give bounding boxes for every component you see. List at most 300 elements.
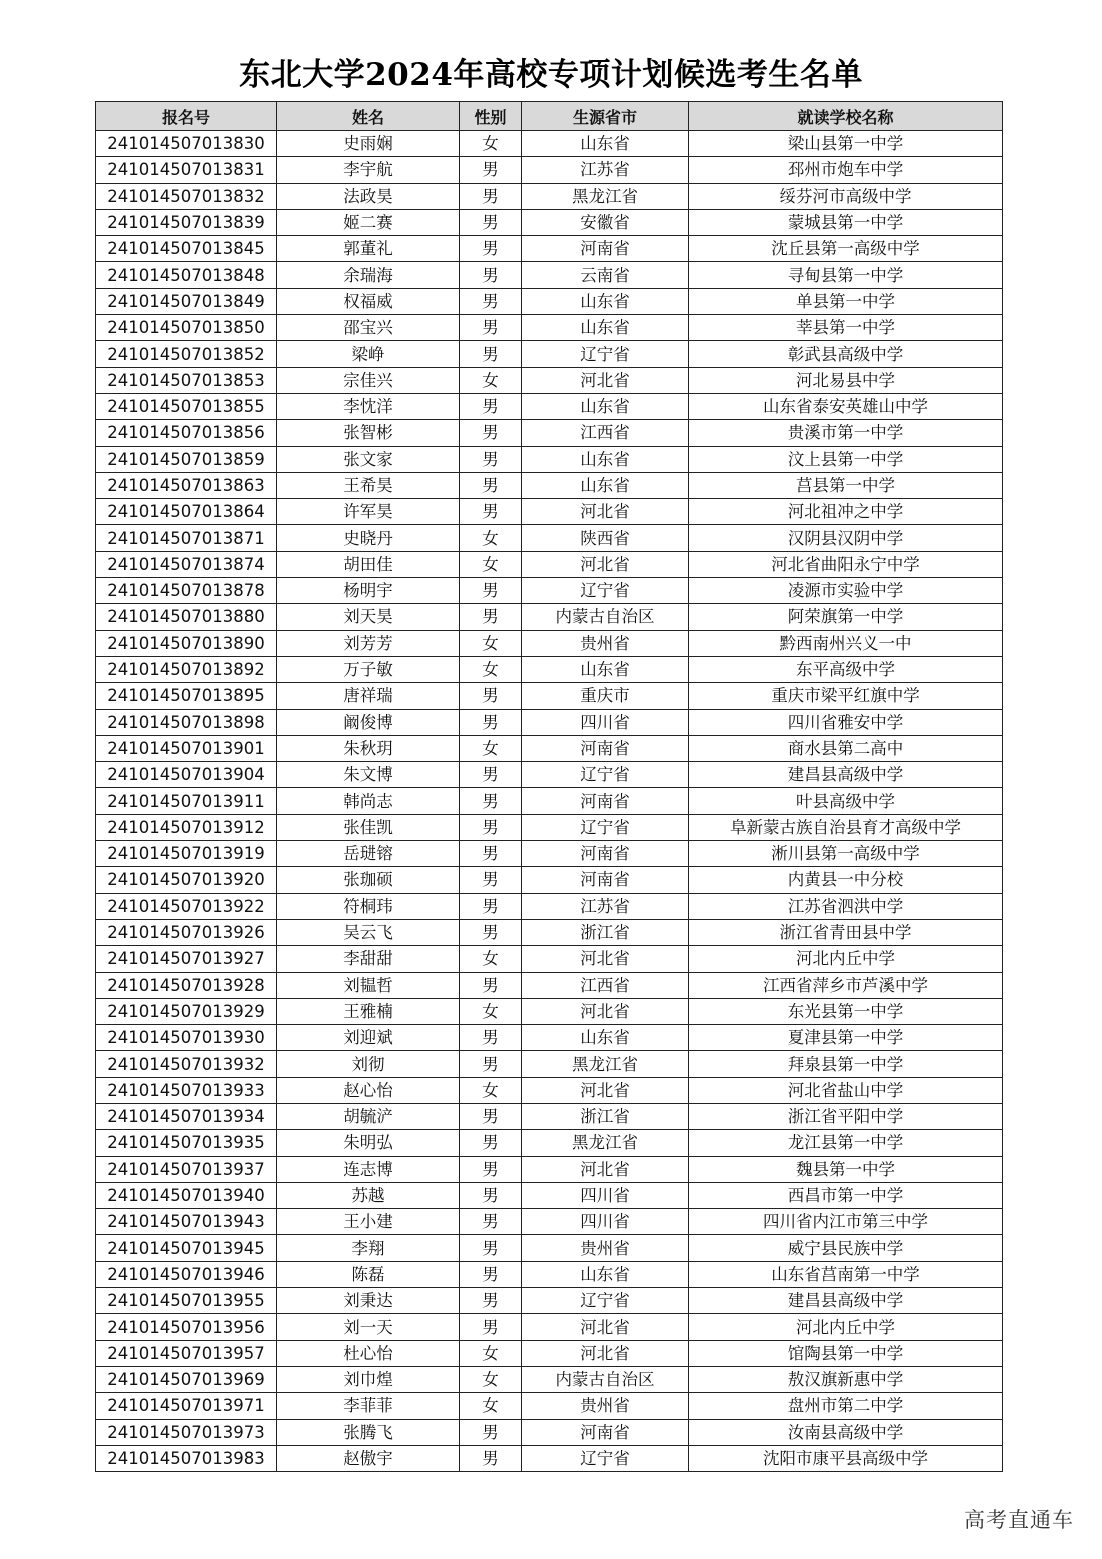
table-row: [96, 867, 1003, 893]
cell-registration-number: 241014507013932: [96, 1051, 277, 1077]
cell-school: 汉阴县汉阴中学: [689, 525, 1003, 551]
cell-school: 河北祖冲之中学: [689, 499, 1003, 525]
cell-gender: 男: [460, 709, 522, 735]
cell-school: 夏津县第一中学: [689, 1025, 1003, 1051]
cell-registration-number: 241014507013864: [96, 499, 277, 525]
cell-registration-number: 241014507013845: [96, 236, 277, 262]
table-row: [96, 157, 1003, 183]
cell-province: 河北省: [522, 998, 689, 1024]
table-row: [96, 683, 1003, 709]
table-row: [96, 972, 1003, 998]
cell-school: 河北省曲阳永宁中学: [689, 551, 1003, 577]
cell-registration-number: 241014507013850: [96, 315, 277, 341]
cell-name: 权福威: [277, 288, 460, 314]
cell-name: 刘一天: [277, 1314, 460, 1340]
cell-gender: 女: [460, 131, 522, 157]
cell-gender: 男: [460, 393, 522, 419]
cell-province: 山东省: [522, 446, 689, 472]
cell-registration-number: 241014507013898: [96, 709, 277, 735]
cell-registration-number: 241014507013940: [96, 1182, 277, 1208]
table-row: [96, 762, 1003, 788]
header-province: 生源省市: [522, 102, 689, 131]
cell-gender: 男: [460, 1051, 522, 1077]
cell-name: 赵心怡: [277, 1077, 460, 1103]
cell-registration-number: 241014507013853: [96, 367, 277, 393]
cell-school: 龙江县第一中学: [689, 1130, 1003, 1156]
cell-province: 山东省: [522, 288, 689, 314]
cell-province: 河北省: [522, 367, 689, 393]
cell-province: 河北省: [522, 1340, 689, 1366]
table-row: [96, 578, 1003, 604]
watermark: 高考直通车: [964, 1508, 1074, 1532]
table-row: [96, 919, 1003, 945]
table-row: [96, 1025, 1003, 1051]
cell-province: 辽宁省: [522, 578, 689, 604]
cell-registration-number: 241014507013929: [96, 998, 277, 1024]
cell-school: 威宁县民族中学: [689, 1235, 1003, 1261]
cell-gender: 女: [460, 367, 522, 393]
cell-school: 东光县第一中学: [689, 998, 1003, 1024]
cell-gender: 男: [460, 919, 522, 945]
cell-gender: 男: [460, 209, 522, 235]
cell-name: 朱秋玥: [277, 735, 460, 761]
cell-registration-number: 241014507013983: [96, 1445, 277, 1471]
table-row: [96, 841, 1003, 867]
cell-name: 刘芳芳: [277, 630, 460, 656]
cell-registration-number: 241014507013943: [96, 1209, 277, 1235]
cell-registration-number: 241014507013901: [96, 735, 277, 761]
table-row: [96, 551, 1003, 577]
table-row: [96, 1130, 1003, 1156]
cell-gender: 男: [460, 1156, 522, 1182]
cell-school: 商水县第二高中: [689, 735, 1003, 761]
cell-gender: 男: [460, 157, 522, 183]
cell-name: 王雅楠: [277, 998, 460, 1024]
cell-registration-number: 241014507013880: [96, 604, 277, 630]
table-row: [96, 735, 1003, 761]
cell-gender: 男: [460, 1103, 522, 1129]
cell-name: 陈磊: [277, 1261, 460, 1287]
table-row: [96, 656, 1003, 682]
cell-school: 蒙城县第一中学: [689, 209, 1003, 235]
cell-province: 江西省: [522, 420, 689, 446]
cell-name: 吴云飞: [277, 919, 460, 945]
cell-gender: 男: [460, 315, 522, 341]
cell-school: 阜新蒙古族自治县育才高级中学: [689, 814, 1003, 840]
cell-name: 张佳凯: [277, 814, 460, 840]
cell-registration-number: 241014507013919: [96, 841, 277, 867]
cell-name: 赵傲宇: [277, 1445, 460, 1471]
cell-school: 汝南县高级中学: [689, 1419, 1003, 1445]
cell-province: 黑龙江省: [522, 183, 689, 209]
cell-school: 邳州市炮车中学: [689, 157, 1003, 183]
cell-name: 张腾飞: [277, 1419, 460, 1445]
cell-gender: 男: [460, 788, 522, 814]
cell-registration-number: 241014507013935: [96, 1130, 277, 1156]
cell-gender: 女: [460, 946, 522, 972]
cell-registration-number: 241014507013930: [96, 1025, 277, 1051]
cell-province: 浙江省: [522, 919, 689, 945]
cell-province: 山东省: [522, 1261, 689, 1287]
cell-registration-number: 241014507013856: [96, 420, 277, 446]
cell-name: 刘秉达: [277, 1288, 460, 1314]
cell-name: 法政昊: [277, 183, 460, 209]
cell-registration-number: 241014507013832: [96, 183, 277, 209]
cell-province: 重庆市: [522, 683, 689, 709]
cell-name: 符桐玮: [277, 893, 460, 919]
cell-school: 单县第一中学: [689, 288, 1003, 314]
cell-school: 黔西南州兴义一中: [689, 630, 1003, 656]
cell-school: 东平高级中学: [689, 656, 1003, 682]
cell-gender: 男: [460, 1419, 522, 1445]
cell-name: 朱文博: [277, 762, 460, 788]
cell-school: 梁山县第一中学: [689, 131, 1003, 157]
table-row: [96, 893, 1003, 919]
table-row: [96, 1314, 1003, 1340]
cell-province: 贵州省: [522, 630, 689, 656]
cell-province: 黑龙江省: [522, 1051, 689, 1077]
cell-registration-number: 241014507013892: [96, 656, 277, 682]
cell-gender: 男: [460, 762, 522, 788]
table-row: [96, 209, 1003, 235]
cell-registration-number: 241014507013849: [96, 288, 277, 314]
cell-gender: 男: [460, 1261, 522, 1287]
cell-registration-number: 241014507013855: [96, 393, 277, 419]
cell-school: 叶县高级中学: [689, 788, 1003, 814]
cell-gender: 男: [460, 841, 522, 867]
cell-province: 内蒙古自治区: [522, 604, 689, 630]
cell-province: 河北省: [522, 499, 689, 525]
cell-registration-number: 241014507013971: [96, 1393, 277, 1419]
cell-name: 刘巾煌: [277, 1366, 460, 1392]
cell-gender: 女: [460, 630, 522, 656]
cell-school: 西昌市第一中学: [689, 1182, 1003, 1208]
cell-province: 河南省: [522, 1419, 689, 1445]
cell-gender: 女: [460, 525, 522, 551]
cell-name: 刘彻: [277, 1051, 460, 1077]
table-row: [96, 1445, 1003, 1471]
cell-name: 余瑞海: [277, 262, 460, 288]
header-registration-number: 报名号: [96, 102, 277, 131]
cell-school: 江西省萍乡市芦溪中学: [689, 972, 1003, 998]
table-row: [96, 946, 1003, 972]
cell-province: 四川省: [522, 1209, 689, 1235]
cell-gender: 男: [460, 1182, 522, 1208]
table-row: [96, 236, 1003, 262]
cell-school: 河北省盐山中学: [689, 1077, 1003, 1103]
cell-province: 云南省: [522, 262, 689, 288]
header-gender: 性别: [460, 102, 522, 131]
cell-gender: 男: [460, 867, 522, 893]
cell-gender: 男: [460, 499, 522, 525]
cell-registration-number: 241014507013878: [96, 578, 277, 604]
cell-name: 李宇航: [277, 157, 460, 183]
candidate-table: [95, 101, 1003, 1472]
cell-name: 许军昊: [277, 499, 460, 525]
table-row: [96, 183, 1003, 209]
page-title: 东北大学2024年高校专项计划候选考生名单: [239, 57, 863, 93]
cell-gender: 女: [460, 1366, 522, 1392]
table-row: [96, 1103, 1003, 1129]
cell-name: 杨明宇: [277, 578, 460, 604]
cell-name: 刘迎斌: [277, 1025, 460, 1051]
cell-gender: 男: [460, 893, 522, 919]
cell-province: 辽宁省: [522, 341, 689, 367]
cell-name: 刘韫哲: [277, 972, 460, 998]
cell-registration-number: 241014507013955: [96, 1288, 277, 1314]
cell-name: 胡毓浐: [277, 1103, 460, 1129]
cell-name: 姬二赛: [277, 209, 460, 235]
cell-name: 史雨娴: [277, 131, 460, 157]
cell-province: 山东省: [522, 656, 689, 682]
cell-name: 苏越: [277, 1182, 460, 1208]
cell-school: 敖汉旗新惠中学: [689, 1366, 1003, 1392]
table-row: [96, 1235, 1003, 1261]
cell-school: 四川省内江市第三中学: [689, 1209, 1003, 1235]
table-row: [96, 472, 1003, 498]
cell-name: 张珈硕: [277, 867, 460, 893]
cell-registration-number: 241014507013859: [96, 446, 277, 472]
cell-name: 郭董礼: [277, 236, 460, 262]
cell-school: 汶上县第一中学: [689, 446, 1003, 472]
cell-name: 李翔: [277, 1235, 460, 1261]
cell-province: 河南省: [522, 236, 689, 262]
cell-registration-number: 241014507013937: [96, 1156, 277, 1182]
cell-province: 河南省: [522, 867, 689, 893]
cell-registration-number: 241014507013973: [96, 1419, 277, 1445]
cell-name: 宗佳兴: [277, 367, 460, 393]
cell-province: 陕西省: [522, 525, 689, 551]
cell-name: 连志博: [277, 1156, 460, 1182]
cell-gender: 女: [460, 1340, 522, 1366]
cell-province: 辽宁省: [522, 1288, 689, 1314]
cell-province: 江苏省: [522, 893, 689, 919]
cell-gender: 男: [460, 183, 522, 209]
cell-school: 浙江省平阳中学: [689, 1103, 1003, 1129]
table-row: [96, 393, 1003, 419]
cell-school: 阿荣旗第一中学: [689, 604, 1003, 630]
cell-province: 辽宁省: [522, 762, 689, 788]
cell-gender: 男: [460, 1130, 522, 1156]
cell-registration-number: 241014507013920: [96, 867, 277, 893]
cell-name: 李菲菲: [277, 1393, 460, 1419]
table-row: [96, 1340, 1003, 1366]
cell-province: 山东省: [522, 472, 689, 498]
cell-registration-number: 241014507013934: [96, 1103, 277, 1129]
cell-name: 杜心怡: [277, 1340, 460, 1366]
cell-school: 沈丘县第一高级中学: [689, 236, 1003, 262]
cell-province: 辽宁省: [522, 1445, 689, 1471]
cell-gender: 男: [460, 1209, 522, 1235]
cell-name: 阚俊博: [277, 709, 460, 735]
header-name: 姓名: [277, 102, 460, 131]
cell-name: 李忱洋: [277, 393, 460, 419]
cell-school: 凌源市实验中学: [689, 578, 1003, 604]
table-row: [96, 814, 1003, 840]
cell-province: 河北省: [522, 551, 689, 577]
cell-registration-number: 241014507013830: [96, 131, 277, 157]
cell-gender: 男: [460, 420, 522, 446]
cell-school: 彰武县高级中学: [689, 341, 1003, 367]
table-row: [96, 1077, 1003, 1103]
cell-province: 浙江省: [522, 1103, 689, 1129]
cell-gender: 女: [460, 656, 522, 682]
cell-gender: 男: [460, 262, 522, 288]
table-body: [96, 131, 1003, 1472]
cell-registration-number: 241014507013926: [96, 919, 277, 945]
table-row: [96, 341, 1003, 367]
table-row: [96, 1419, 1003, 1445]
cell-province: 黑龙江省: [522, 1130, 689, 1156]
cell-province: 四川省: [522, 1182, 689, 1208]
cell-gender: 男: [460, 1235, 522, 1261]
cell-province: 辽宁省: [522, 814, 689, 840]
cell-school: 莘县第一中学: [689, 315, 1003, 341]
cell-gender: 男: [460, 1288, 522, 1314]
cell-province: 安徽省: [522, 209, 689, 235]
cell-school: 重庆市梁平红旗中学: [689, 683, 1003, 709]
cell-gender: 男: [460, 683, 522, 709]
cell-gender: 男: [460, 472, 522, 498]
cell-province: 河北省: [522, 1314, 689, 1340]
cell-school: 山东省泰安英雄山中学: [689, 393, 1003, 419]
cell-province: 内蒙古自治区: [522, 1366, 689, 1392]
cell-name: 张文家: [277, 446, 460, 472]
cell-gender: 男: [460, 604, 522, 630]
cell-gender: 男: [460, 814, 522, 840]
cell-name: 万子敏: [277, 656, 460, 682]
cell-registration-number: 241014507013945: [96, 1235, 277, 1261]
cell-registration-number: 241014507013911: [96, 788, 277, 814]
table-row: [96, 1051, 1003, 1077]
cell-school: 拜泉县第一中学: [689, 1051, 1003, 1077]
cell-school: 河北易县中学: [689, 367, 1003, 393]
table-row: [96, 1288, 1003, 1314]
cell-province: 山东省: [522, 1025, 689, 1051]
cell-registration-number: 241014507013957: [96, 1340, 277, 1366]
cell-gender: 女: [460, 551, 522, 577]
header-school: 就读学校名称: [689, 102, 1003, 131]
cell-gender: 男: [460, 578, 522, 604]
cell-registration-number: 241014507013839: [96, 209, 277, 235]
cell-registration-number: 241014507013831: [96, 157, 277, 183]
cell-province: 河南省: [522, 841, 689, 867]
table-row: [96, 1209, 1003, 1235]
cell-registration-number: 241014507013928: [96, 972, 277, 998]
cell-registration-number: 241014507013927: [96, 946, 277, 972]
cell-registration-number: 241014507013874: [96, 551, 277, 577]
cell-province: 四川省: [522, 709, 689, 735]
cell-name: 邵宝兴: [277, 315, 460, 341]
cell-gender: 男: [460, 341, 522, 367]
cell-school: 山东省莒南第一中学: [689, 1261, 1003, 1287]
cell-province: 贵州省: [522, 1235, 689, 1261]
table-row: [96, 525, 1003, 551]
cell-registration-number: 241014507013852: [96, 341, 277, 367]
cell-registration-number: 241014507013871: [96, 525, 277, 551]
cell-school: 盘州市第二中学: [689, 1393, 1003, 1419]
cell-school: 四川省雅安中学: [689, 709, 1003, 735]
cell-province: 山东省: [522, 131, 689, 157]
table-row: [96, 630, 1003, 656]
cell-name: 刘天昊: [277, 604, 460, 630]
cell-province: 河北省: [522, 1077, 689, 1103]
cell-province: 贵州省: [522, 1393, 689, 1419]
table-row: [96, 262, 1003, 288]
cell-school: 馆陶县第一中学: [689, 1340, 1003, 1366]
cell-registration-number: 241014507013904: [96, 762, 277, 788]
table-row: [96, 420, 1003, 446]
cell-gender: 女: [460, 998, 522, 1024]
cell-registration-number: 241014507013890: [96, 630, 277, 656]
cell-name: 张智彬: [277, 420, 460, 446]
cell-province: 河北省: [522, 1156, 689, 1182]
cell-school: 建昌县高级中学: [689, 762, 1003, 788]
cell-name: 王希昊: [277, 472, 460, 498]
cell-province: 河南省: [522, 735, 689, 761]
table-row: [96, 604, 1003, 630]
table-row: [96, 499, 1003, 525]
cell-school: 贵溪市第一中学: [689, 420, 1003, 446]
cell-gender: 男: [460, 236, 522, 262]
table-row: [96, 1156, 1003, 1182]
cell-school: 沈阳市康平县高级中学: [689, 1445, 1003, 1471]
cell-registration-number: 241014507013895: [96, 683, 277, 709]
cell-name: 王小建: [277, 1209, 460, 1235]
table-row: [96, 998, 1003, 1024]
cell-gender: 男: [460, 288, 522, 314]
cell-school: 绥芬河市高级中学: [689, 183, 1003, 209]
cell-name: 梁峥: [277, 341, 460, 367]
table-row: [96, 315, 1003, 341]
cell-registration-number: 241014507013922: [96, 893, 277, 919]
table-row: [96, 367, 1003, 393]
cell-school: 建昌县高级中学: [689, 1288, 1003, 1314]
cell-gender: 女: [460, 1077, 522, 1103]
cell-name: 唐祥瑞: [277, 683, 460, 709]
cell-school: 江苏省泗洪中学: [689, 893, 1003, 919]
cell-gender: 男: [460, 1025, 522, 1051]
cell-province: 江苏省: [522, 157, 689, 183]
cell-registration-number: 241014507013933: [96, 1077, 277, 1103]
cell-school: 莒县第一中学: [689, 472, 1003, 498]
cell-province: 山东省: [522, 315, 689, 341]
cell-gender: 男: [460, 1314, 522, 1340]
table-row: [96, 1366, 1003, 1392]
cell-school: 浙江省青田县中学: [689, 919, 1003, 945]
cell-name: 李甜甜: [277, 946, 460, 972]
cell-registration-number: 241014507013912: [96, 814, 277, 840]
table-row: [96, 1182, 1003, 1208]
cell-registration-number: 241014507013848: [96, 262, 277, 288]
cell-registration-number: 241014507013969: [96, 1366, 277, 1392]
table-row: [96, 1393, 1003, 1419]
cell-school: 淅川县第一高级中学: [689, 841, 1003, 867]
cell-name: 韩尚志: [277, 788, 460, 814]
table-row: [96, 131, 1003, 157]
cell-gender: 女: [460, 1393, 522, 1419]
cell-gender: 女: [460, 735, 522, 761]
cell-school: 河北内丘中学: [689, 946, 1003, 972]
cell-school: 内黄县一中分校: [689, 867, 1003, 893]
cell-name: 朱明弘: [277, 1130, 460, 1156]
table-row: [96, 446, 1003, 472]
cell-name: 岳琎镕: [277, 841, 460, 867]
cell-province: 河北省: [522, 946, 689, 972]
cell-gender: 男: [460, 972, 522, 998]
table-row: [96, 709, 1003, 735]
table-row: [96, 1261, 1003, 1287]
